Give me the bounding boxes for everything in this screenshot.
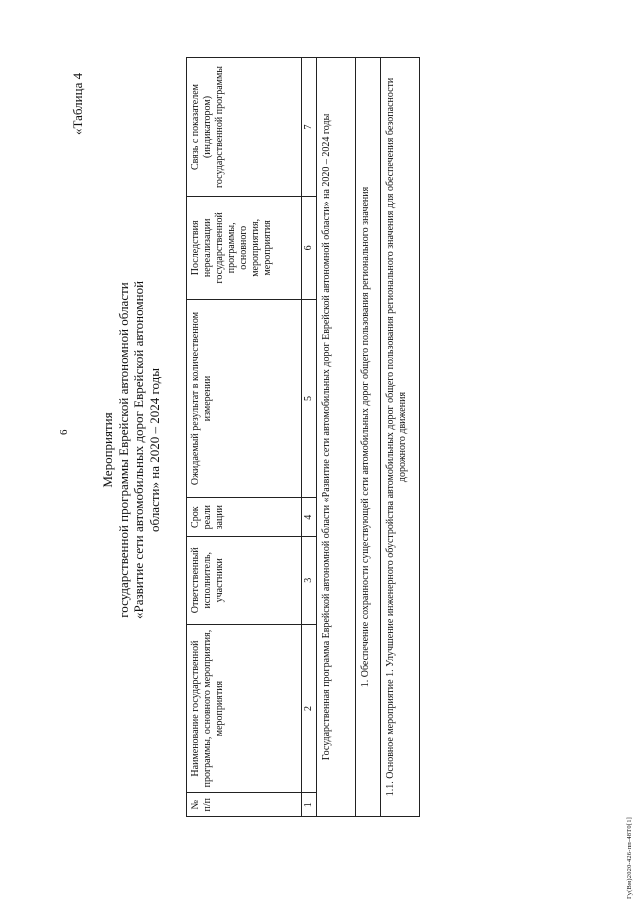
document-title xyxy=(100,235,162,665)
header-number: № п/п xyxy=(187,793,302,817)
task-row-text: 1. Обеспечение сохранности существующей сети автомобильных дорог общего пользования регионального значения xyxy=(356,58,381,817)
header-indicator-link: Связь с показателем (индикатором) государственной программы xyxy=(187,58,302,197)
column-number: 5 xyxy=(302,299,317,498)
header-name: Наименование государственной программы, основного мероприятия, мероприятия xyxy=(187,624,302,793)
column-number: 7 xyxy=(302,58,317,197)
event-row xyxy=(381,58,420,817)
column-number: 4 xyxy=(302,498,317,536)
column-number: 2 xyxy=(302,624,317,793)
event-row-text: 1.1. Основное мероприятие 1. Улучшение инженерного обустройства автомобильных дорог общего пользования регионального значения для обеспечения безопасности дорожного движения xyxy=(381,58,420,817)
column-number: 6 xyxy=(302,197,317,300)
title-line-3: «Развитие сети автомобильных дорог Еврейской автономной xyxy=(131,280,146,620)
header-executor: Ответственный исполнитель, участники xyxy=(187,536,302,624)
column-number: 3 xyxy=(302,536,317,624)
title-line-4: области» на 2020 – 2024 годы xyxy=(146,368,162,532)
header-consequences: Последствия нереализации государственной программы, основного мероприятия, мероприятия xyxy=(187,197,302,300)
table-caption: «Таблица 4 xyxy=(70,72,85,135)
measures-table xyxy=(186,57,420,817)
column-number: 1 xyxy=(302,793,317,817)
task-row xyxy=(356,58,381,817)
header-expected-result: Ожидаемый результат в количественном измерении xyxy=(187,299,302,498)
table-header-row xyxy=(187,58,302,817)
header-term: Срок реали зации xyxy=(187,498,302,536)
document-id: Гу(Вм)2020-426-пп-48Т0[1] xyxy=(626,816,633,899)
title-line-2: государственной программы Еврейской автономной области xyxy=(115,282,131,618)
page-number: 6 xyxy=(58,429,70,435)
title-line-1: Мероприятия xyxy=(100,412,115,488)
column-number-row xyxy=(302,58,317,817)
program-row xyxy=(317,58,356,817)
program-row-text: Государственная программа Еврейской автономной области «Развитие сети автомобильных дорог Еврейской автономной области» на 2020 – 2024 годы xyxy=(317,58,356,817)
